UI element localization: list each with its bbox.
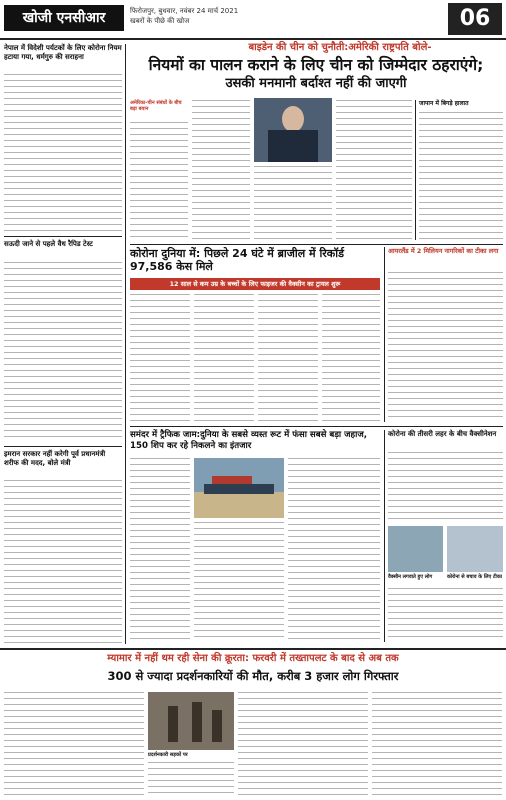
- top-story-headline-1: नियमों का पालन कराने के लिए चीन को जिम्मेदार ठहराएंगे;: [148, 56, 484, 74]
- myanmar-photo: [148, 692, 234, 750]
- suez-headline: समंदर में ट्रैफिक जाम:दुनिया के सबसे व्यस्त रूट में फंसा सबसे बड़ा जहाज, 150 शिप कर रहे निकलने का इंतजार: [130, 430, 367, 451]
- myanmar-banner: [0, 648, 506, 688]
- left-story-3-body: [4, 480, 122, 644]
- right-upper-kicker: आयरलैंड में 2 मिलियन नागरिकों का टीका लगा: [388, 247, 499, 255]
- column-divider: [384, 247, 385, 422]
- masthead: [0, 0, 506, 40]
- column-divider: [384, 430, 385, 642]
- top-story-body-col1: [130, 122, 188, 240]
- suez-body-3: [288, 458, 380, 642]
- vaccine-photo-2: [447, 526, 503, 572]
- masthead-date: फिरोजपुर, बुधवार, नवंबर 24 मार्च 2021: [130, 7, 239, 15]
- suez-body-1: [130, 458, 190, 642]
- brazil-body-4: [322, 294, 380, 422]
- vaccine-caption-1: वैक्सीन लगवाते हुए लोग: [388, 574, 433, 580]
- top-story-headline-2: उसकी मनमानी बर्दाश्त नहीं की जाएगी: [225, 76, 407, 91]
- right-upper-title: जापान में बिगड़े हालात: [419, 100, 469, 107]
- myanmar-body-4: [372, 692, 502, 796]
- top-story-body-col2: [192, 100, 250, 240]
- myanmar-caption: प्रदर्शनकारी सड़कों पर: [148, 752, 188, 758]
- top-story-body-col4: [336, 100, 412, 240]
- myanmar-body-2: [148, 762, 234, 796]
- masthead-tagline: खबरों के पीछे की खोज: [130, 17, 190, 25]
- brazil-bar: 12 साल से कम उम्र के बच्चों के लिए फाइजर की वैक्सीन का ट्रायल शुरू: [130, 278, 380, 290]
- right-mid-body: [388, 272, 503, 422]
- vaccine-caption-2: कोरोना से बचाव के लिए टीका: [447, 574, 502, 580]
- divider: [130, 426, 503, 427]
- masthead-meta: [130, 6, 430, 26]
- brazil-body-3: [258, 294, 318, 422]
- suez-body-2: [194, 522, 284, 642]
- brazil-headline: कोरोना दुनिया में: पिछले 24 घंटे में ब्राजील में रिकॉर्ड 97,586 केस मिले: [130, 247, 344, 273]
- top-story-body-col3: [254, 166, 332, 240]
- left-story-1-body: [4, 74, 122, 232]
- top-story-kicker: बाइडेन की चीन को चुनौती:अमेरिकी राष्ट्रपति बोले-: [248, 42, 432, 53]
- myanmar-body-1: [4, 692, 144, 796]
- column-divider: [415, 100, 416, 240]
- biden-photo: [254, 98, 332, 162]
- myanmar-body-3: [238, 692, 368, 796]
- third-wave-body-2: [388, 588, 503, 642]
- left-story-1-title: नेपाल में विदेशी पर्यटकों के लिए कोरोना नियम हटाया गया, धर्मगुरु की सराहना: [4, 44, 122, 61]
- myanmar-headline-2: 300 से ज्यादा प्रदर्शनकारियों की मौत, करीब 3 हजार लोग गिरफ्तार: [107, 669, 399, 683]
- column-divider: [125, 44, 126, 644]
- divider: [4, 236, 122, 237]
- third-wave-headline: कोरोना की तीसरी लहर के बीच वैक्सीनेशन: [388, 430, 497, 438]
- left-story-3-title: इमरान सरकार नहीं करेगी पूर्व प्रधानमंत्री शरीफ की मदद, बोले मंत्री: [4, 450, 106, 467]
- divider: [4, 446, 122, 447]
- brazil-body-1: [130, 294, 190, 422]
- ship-photo: [194, 458, 284, 518]
- vaccine-photo-1: [388, 526, 443, 572]
- page-number: 06: [448, 3, 502, 35]
- right-upper-body: [419, 112, 503, 240]
- left-story-2-title: सऊदी जाने से पहले वैध रैपिड टेस्ट: [4, 240, 93, 248]
- brazil-body-2: [194, 294, 254, 422]
- myanmar-headline-1: म्यामार में नहीं थम रही सेना की क्रूरता: फरवरी में तख्तापलट के बाद से अब तक: [107, 653, 399, 664]
- top-story-subdeck: अमेरिका-चीन संबंधों के बीच बड़ा बयान: [130, 100, 182, 112]
- divider: [130, 244, 503, 245]
- brand-logo: खोजी एनसीआर: [4, 5, 124, 31]
- left-story-2-body: [4, 262, 122, 442]
- third-wave-body-1: [388, 452, 503, 522]
